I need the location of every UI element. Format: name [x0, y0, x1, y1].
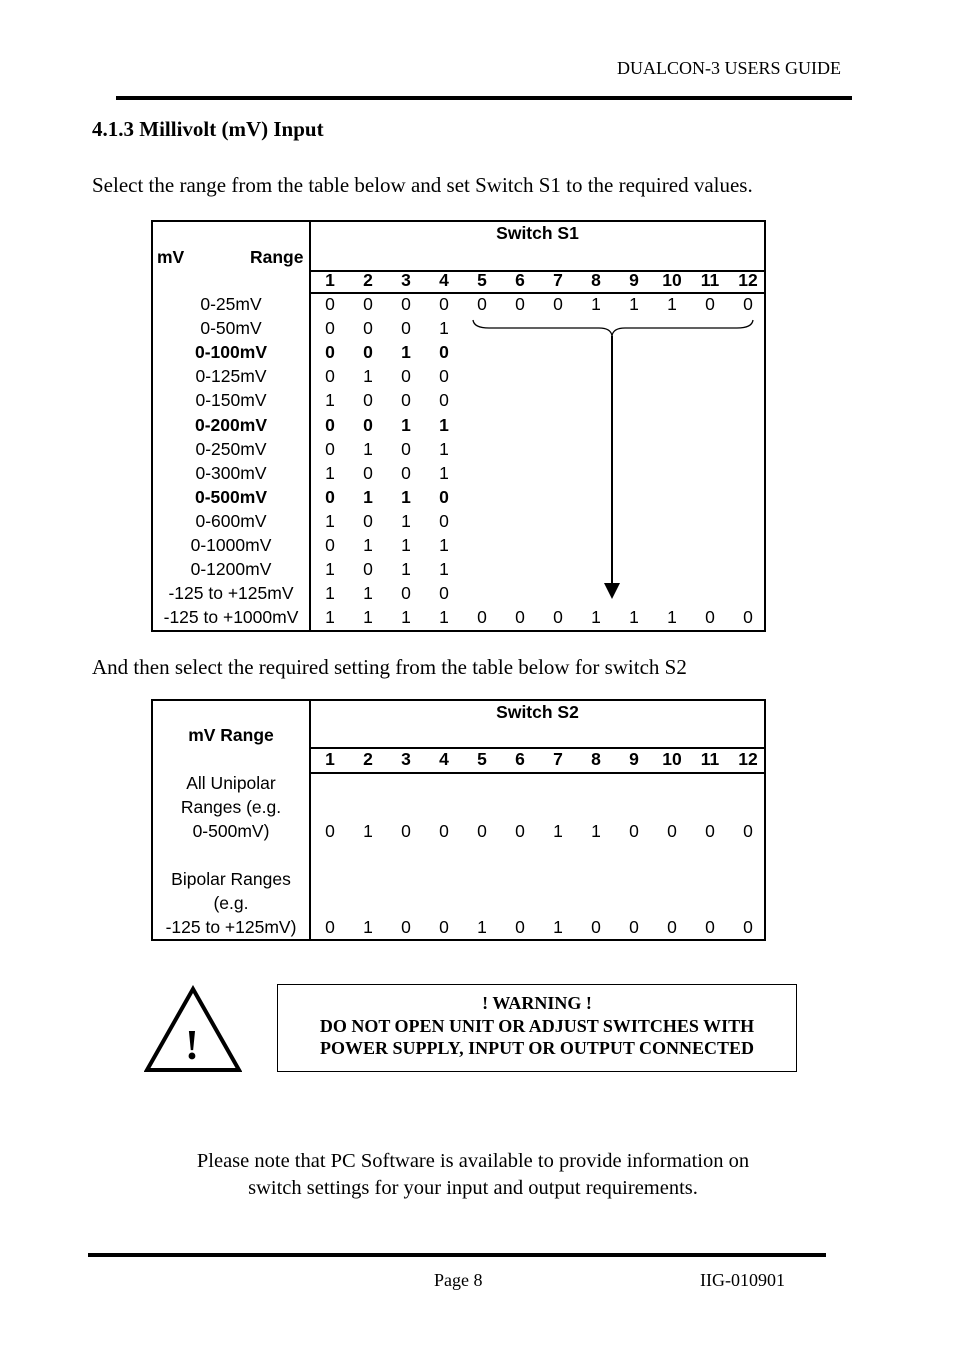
switch-value-cell: 0	[401, 917, 411, 937]
switch-value-cell: 1	[325, 510, 335, 531]
switch-number-header: 11	[700, 270, 720, 290]
range-label: 0-125mV	[195, 366, 267, 387]
switch-value-cell: 0	[401, 438, 411, 459]
switch-number-header: 1	[325, 749, 335, 769]
switch-value-cell: 0	[325, 366, 335, 387]
switch-number-header: 8	[591, 749, 601, 769]
warning-line: POWER SUPPLY, INPUT OR OUTPUT CONNECTED	[319, 1038, 755, 1058]
intro-paragraph: Select the range from the table below and set Switch S1 to the required values.	[92, 173, 753, 197]
switch-number-header: 5	[477, 749, 487, 769]
switch-value-cell: 0	[667, 917, 677, 937]
note-line: Please note that PC Software is available to provide information on	[196, 1150, 750, 1172]
switch-number-header: 11	[700, 749, 720, 769]
range-label: 0-600mV	[195, 510, 267, 531]
switch-number-header: 2	[363, 749, 373, 769]
switch-value-cell: 0	[439, 821, 449, 841]
range-label: 0-50mV	[200, 318, 262, 339]
warning-symbol: !	[185, 1023, 199, 1069]
switch-value-cell: 0	[363, 510, 373, 531]
switch-value-cell: 0	[325, 821, 335, 841]
switch-value-cell: 1	[401, 607, 411, 628]
switch-value-cell: 1	[363, 607, 373, 628]
switch-value-cell: 1	[553, 821, 563, 841]
switch-value-cell: 0	[439, 510, 449, 531]
switch-value-cell: 1	[439, 438, 449, 459]
document-id: IIG-010901	[700, 1270, 785, 1290]
switch-value-cell: 0	[515, 917, 525, 937]
note-line: switch settings for your input and output requirements.	[248, 1177, 698, 1199]
switch-value-cell: 0	[705, 917, 715, 937]
range-label: 0-1000mV	[190, 535, 272, 555]
switch-value-cell: 0	[401, 821, 411, 841]
switch-number-header: 7	[553, 749, 563, 769]
switch-value-cell: 0	[325, 342, 335, 363]
switch-value-cell: 0	[363, 414, 373, 435]
range-label: Bipolar Ranges	[171, 869, 291, 889]
page-number: Page 8	[434, 1270, 483, 1290]
switch-value-cell: 0	[401, 318, 411, 339]
switch-number-header: 7	[553, 270, 563, 290]
switch-value-cell: 0	[325, 318, 335, 339]
switch-value-cell: 0	[439, 366, 449, 387]
range-label: 0-150mV	[195, 390, 267, 411]
header-divider	[116, 96, 852, 100]
switch-value-cell: 1	[325, 607, 335, 628]
range-label: -125 to +125mV	[168, 583, 294, 604]
switch-value-cell: 0	[515, 294, 525, 314]
switch-number-header: 8	[591, 270, 601, 290]
switch-value-cell: 1	[363, 583, 373, 604]
range-label: All Unipolar	[186, 773, 276, 793]
switch-value-cell: 1	[401, 510, 411, 531]
switch-value-cell: 1	[363, 366, 373, 387]
switch-value-cell: 1	[439, 559, 449, 580]
warning-line: DO NOT OPEN UNIT OR ADJUST SWITCHES WITH	[319, 1015, 755, 1036]
switch-value-cell: 1	[629, 294, 639, 314]
switch-value-cell: 0	[325, 535, 335, 555]
switch-value-cell: 1	[439, 318, 449, 339]
switch-value-cell: 0	[705, 607, 715, 628]
switch-value-cell: 1	[363, 917, 373, 937]
switch-value-cell: 0	[325, 917, 335, 937]
range-label: 0-250mV	[195, 438, 267, 459]
range-label: 0-1200mV	[190, 559, 272, 580]
warning-triangle-icon	[144, 985, 242, 1073]
switch-value-cell: 0	[705, 294, 715, 314]
switch-value-cell: 1	[439, 607, 449, 628]
switch-value-cell: 0	[363, 342, 373, 363]
switch-value-cell: 0	[363, 318, 373, 339]
switch-value-cell: 0	[439, 390, 449, 411]
switch-value-cell: 1	[401, 342, 411, 363]
switch-value-cell: 1	[667, 607, 677, 628]
switch-value-cell: 0	[515, 821, 525, 841]
switch-number-header: 1	[325, 270, 335, 290]
switch-value-cell: 1	[325, 462, 335, 483]
range-label: -125 to +125mV)	[165, 917, 297, 937]
switch-value-cell: 1	[401, 559, 411, 580]
switch-value-cell: 0	[363, 390, 373, 411]
switch-number-header: 3	[401, 270, 411, 290]
range-label: 0-25mV	[200, 294, 262, 314]
switch-value-cell: 1	[553, 917, 563, 937]
switch-value-cell: 0	[401, 462, 411, 483]
table-header-divider	[309, 772, 764, 774]
switch-value-cell: 1	[363, 535, 373, 555]
switch-value-cell: 0	[439, 486, 449, 507]
switch-value-cell: 0	[553, 294, 563, 314]
switch-value-cell: 0	[743, 821, 753, 841]
range-label: 0-300mV	[195, 462, 267, 483]
switch-value-cell: 0	[705, 821, 715, 841]
switch-value-cell: 1	[363, 821, 373, 841]
range-label: (e.g.	[213, 893, 249, 913]
switch-value-cell: 0	[743, 607, 753, 628]
switch-value-cell: 1	[363, 438, 373, 459]
switch-value-cell: 0	[743, 294, 753, 314]
switch-number-header: 10	[662, 749, 682, 769]
switch-value-cell: 1	[439, 414, 449, 435]
switch-value-cell: 1	[325, 390, 335, 411]
section-title: 4.1.3 Millivolt (mV) Input	[92, 117, 324, 141]
switch-value-cell: 0	[439, 583, 449, 604]
mv-column-label: mV	[157, 247, 185, 267]
switch-value-cell: 1	[439, 535, 449, 555]
switch-number-header: 10	[662, 270, 682, 290]
switch-value-cell: 1	[477, 917, 487, 937]
header-title: DUALCON-3 USERS GUIDE	[617, 58, 841, 78]
switch-value-cell: 0	[325, 438, 335, 459]
switch-value-cell: 0	[401, 294, 411, 314]
s2-instruction: And then select the required setting from the table below for switch S2	[92, 655, 687, 679]
switch-value-cell: 1	[325, 559, 335, 580]
switch-value-cell: 1	[325, 583, 335, 604]
switch-number-header: 12	[738, 749, 758, 769]
switch-number-header: 5	[477, 270, 487, 290]
switch-s1-table	[151, 220, 766, 632]
switch-value-cell: 0	[401, 366, 411, 387]
switch-value-cell: 0	[363, 294, 373, 314]
range-column-label: Range	[250, 247, 304, 267]
switch-value-cell: 0	[591, 917, 601, 937]
switch-value-cell: 0	[553, 607, 563, 628]
switch-number-header: 6	[515, 749, 525, 769]
switch-value-cell: 1	[667, 294, 677, 314]
switch-value-cell: 1	[363, 486, 373, 507]
mv-range-column-label: mV Range	[188, 725, 274, 745]
switch-value-cell: 1	[629, 607, 639, 628]
range-label: -125 to +1000mV	[163, 607, 299, 628]
switch-value-cell: 0	[515, 607, 525, 628]
range-label: 0-200mV	[195, 414, 267, 435]
switch-number-header: 4	[439, 270, 449, 290]
switch-value-cell: 0	[477, 294, 487, 314]
switch-s1-title: Switch S1	[496, 223, 579, 243]
switch-number-header: 9	[629, 270, 639, 290]
switch-value-cell: 0	[629, 821, 639, 841]
switch-value-cell: 0	[401, 390, 411, 411]
range-label: 0-100mV	[195, 342, 267, 363]
switch-value-cell: 1	[401, 414, 411, 435]
switch-s2-table	[151, 699, 766, 941]
switch-number-header: 4	[439, 749, 449, 769]
switch-value-cell: 0	[477, 607, 487, 628]
switch-number-header: 2	[363, 270, 373, 290]
range-label: Ranges (e.g.	[180, 797, 282, 817]
switch-value-cell: 1	[401, 486, 411, 507]
switch-value-cell: 1	[591, 821, 601, 841]
switch-value-cell: 0	[439, 917, 449, 937]
switch-value-cell: 0	[667, 821, 677, 841]
table-column-divider	[309, 701, 311, 939]
switch-value-cell: 0	[439, 342, 449, 363]
switch-number-header: 9	[629, 749, 639, 769]
warning-heading: ! WARNING !	[482, 993, 592, 1013]
switch-value-cell: 0	[363, 559, 373, 580]
switch-value-cell: 1	[439, 462, 449, 483]
switch-number-header: 12	[738, 270, 758, 290]
switch-value-cell: 0	[743, 917, 753, 937]
switch-value-cell: 0	[477, 821, 487, 841]
software-note	[0, 1148, 946, 1202]
switch-value-cell: 1	[401, 535, 411, 555]
switch-value-cell: 0	[629, 917, 639, 937]
range-label: 0-500mV)	[192, 821, 270, 841]
warning-box	[277, 984, 797, 1072]
switch-number-header: 3	[401, 749, 411, 769]
switch-value-cell: 1	[591, 294, 601, 314]
switch-value-cell: 1	[591, 607, 601, 628]
range-label: 0-500mV	[195, 486, 267, 507]
switch-value-cell: 0	[325, 294, 335, 314]
switch-value-cell: 0	[439, 294, 449, 314]
switch-value-cell: 0	[401, 583, 411, 604]
switch-value-cell: 0	[325, 414, 335, 435]
switch-value-cell: 0	[325, 486, 335, 507]
switch-value-cell: 0	[363, 462, 373, 483]
footer-divider	[88, 1253, 826, 1257]
switch-s2-title: Switch S2	[496, 702, 579, 722]
switch-number-header: 6	[515, 270, 525, 290]
